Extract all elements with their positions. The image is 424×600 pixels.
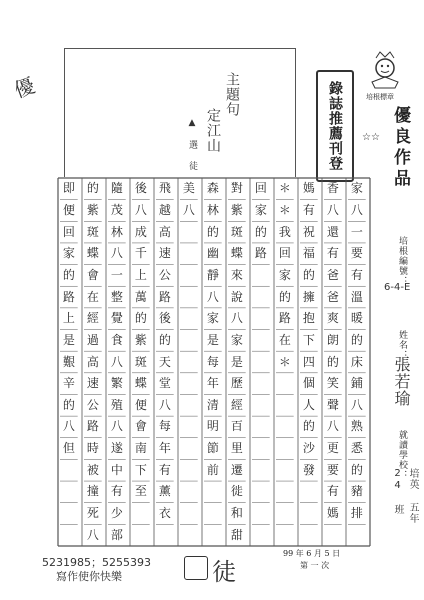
manuscript-char: 南 xyxy=(134,441,147,456)
manuscript-char: 速 xyxy=(158,246,171,261)
manuscript-char: 紫 xyxy=(86,202,99,217)
manuscript-char: 的 xyxy=(350,332,363,347)
manuscript-char: 的 xyxy=(302,419,315,434)
manuscript-char: 被 xyxy=(86,462,99,477)
manuscript-char: 家 xyxy=(350,181,363,196)
manuscript-char: 發 xyxy=(302,462,315,477)
manuscript-char: 排 xyxy=(350,506,363,521)
manuscript-char: 後 xyxy=(134,181,147,196)
manuscript-char: 個 xyxy=(302,376,315,391)
footer-phone: 5231985；5255393 xyxy=(42,556,151,569)
manuscript-char: 紫 xyxy=(230,202,243,217)
manuscript-char: 回 xyxy=(62,224,75,239)
manuscript-char: 遷 xyxy=(230,462,243,477)
manuscript-char: 清 xyxy=(206,397,219,412)
manuscript-char: 路 xyxy=(158,289,171,304)
corner-mark: 優 xyxy=(11,73,39,103)
manuscript-char: 死 xyxy=(86,506,99,521)
manuscript-char: 的 xyxy=(278,289,291,304)
manuscript-char: 千 xyxy=(134,246,147,261)
manuscript-char: 八 xyxy=(110,246,123,261)
manuscript-char: 爸 xyxy=(326,267,339,282)
manuscript-char: 甜 xyxy=(230,527,243,542)
manuscript-char: 上 xyxy=(134,267,147,282)
manuscript-char: 公 xyxy=(158,267,171,282)
manuscript-char: 抱 xyxy=(302,311,315,326)
manuscript-char: 我 xyxy=(278,224,291,239)
manuscript-char: 八 xyxy=(350,202,363,217)
manuscript-char: 路 xyxy=(254,246,267,261)
manuscript-char: 在 xyxy=(86,289,99,304)
manuscript-char: ＊ xyxy=(278,354,291,369)
manuscript-char: 年 xyxy=(158,441,171,456)
manuscript-char: 路 xyxy=(62,289,75,304)
manuscript-char: 八 xyxy=(206,289,219,304)
manuscript-char: 鋪 xyxy=(350,376,363,391)
manuscript-char: 節 xyxy=(206,441,219,456)
manuscript-char: 熟 xyxy=(350,419,363,434)
manuscript-char: 蝶 xyxy=(230,246,243,261)
manuscript-char: 少 xyxy=(110,506,123,521)
manuscript-char: 是 xyxy=(62,332,75,347)
recommend-stamp: 錄誌推薦刊登 xyxy=(316,70,354,182)
manuscript-char: 年 xyxy=(206,376,219,391)
manuscript-char: 香 xyxy=(326,181,339,196)
manuscript-char: 萬 xyxy=(134,289,147,304)
manuscript-char: 有 xyxy=(302,202,315,217)
manuscript-char: 悉 xyxy=(350,441,363,456)
manuscript-char: 有 xyxy=(326,484,339,499)
manuscript-char: 時 xyxy=(86,441,99,456)
manuscript-char: 越 xyxy=(158,202,171,217)
manuscript-char: 家 xyxy=(278,267,291,282)
manuscript-char: 便 xyxy=(62,202,75,217)
manuscript-char: 是 xyxy=(230,354,243,369)
manuscript-char: 在 xyxy=(278,332,291,347)
manuscript-char: 說 xyxy=(230,289,243,304)
manuscript-char: 經 xyxy=(230,397,243,412)
manuscript-char: 的 xyxy=(158,332,171,347)
manuscript-char: 路 xyxy=(86,419,99,434)
manuscript-char: 爽 xyxy=(326,311,339,326)
manuscript-char: 的 xyxy=(326,354,339,369)
comment-line: 句 xyxy=(224,102,240,117)
manuscript-char: 的 xyxy=(134,311,147,326)
manuscript-char: 林 xyxy=(206,202,219,217)
manuscript-char: 茂 xyxy=(110,202,123,217)
manuscript-char: 八 xyxy=(110,354,123,369)
manuscript-char: 斑 xyxy=(86,224,99,239)
name-value: 張若瑜 xyxy=(392,356,411,407)
school-value: 培英 五年 24 班 xyxy=(392,468,418,524)
comment-note: ▲ 選 徒 xyxy=(187,118,197,171)
manuscript-char: 明 xyxy=(206,419,219,434)
manuscript-char: 八 xyxy=(326,419,339,434)
number-value: 6-4-E xyxy=(384,282,411,293)
signature-box xyxy=(184,556,208,580)
manuscript-char: 有 xyxy=(326,246,339,261)
manuscript-char: 的 xyxy=(86,181,99,196)
manuscript-char: 繁 xyxy=(110,376,123,391)
manuscript-char: 八 xyxy=(158,397,171,412)
manuscript-char: 便 xyxy=(134,397,147,412)
footer-date: 99 年 6 月 5 日 xyxy=(283,549,341,558)
manuscript-char: 聲 xyxy=(326,397,339,412)
manuscript-char: 會 xyxy=(134,419,147,434)
manuscript-char: 八 xyxy=(182,202,195,217)
comment-line: 題 xyxy=(224,87,240,102)
manuscript-char: 前 xyxy=(206,462,219,477)
manuscript-char: 上 xyxy=(62,311,75,326)
manuscript-char: 有 xyxy=(350,267,363,282)
manuscript-char: 里 xyxy=(230,441,243,456)
manuscript-char: 美 xyxy=(182,181,195,196)
manuscript-char: 回 xyxy=(278,246,291,261)
manuscript-char: 路 xyxy=(278,311,291,326)
manuscript-char: 要 xyxy=(326,462,339,477)
manuscript-char: 經 xyxy=(86,311,99,326)
manuscript-char: 蝶 xyxy=(86,246,99,261)
manuscript-char: 紫 xyxy=(134,332,147,347)
manuscript-char: 歷 xyxy=(230,376,243,391)
school-label: 就讀學校： xyxy=(397,430,407,480)
manuscript-char: 辛 xyxy=(62,376,75,391)
footer-slogan: 寫作使你快樂 xyxy=(56,570,122,583)
manuscript-char: 床 xyxy=(350,354,363,369)
manuscript-char: 的 xyxy=(350,462,363,477)
manuscript-char: 中 xyxy=(110,462,123,477)
manuscript-char: 撞 xyxy=(86,484,99,499)
manuscript-char: 斑 xyxy=(134,354,147,369)
manuscript-char: 溫 xyxy=(350,289,363,304)
manuscript-char: ＊ xyxy=(278,181,291,196)
manuscript-char: 暖 xyxy=(350,311,363,326)
manuscript-char: 但 xyxy=(62,441,75,456)
manuscript-char: 的 xyxy=(302,267,315,282)
manuscript-char: 八 xyxy=(86,527,99,542)
manuscript-char: 徙 xyxy=(230,484,243,499)
manuscript-char: 森 xyxy=(206,181,219,196)
manuscript-char: 擁 xyxy=(302,289,315,304)
manuscript-char: 八 xyxy=(350,397,363,412)
manuscript-char: 四 xyxy=(302,354,315,369)
manuscript-char: 會 xyxy=(86,267,99,282)
manuscript-char: 覺 xyxy=(110,311,123,326)
manuscript-char: 一 xyxy=(350,224,363,239)
manuscript-char: 遂 xyxy=(110,441,123,456)
manuscript-char: 殖 xyxy=(110,397,123,412)
award-title: 優良作品 xyxy=(390,106,410,190)
manuscript-char: 薰 xyxy=(158,484,171,499)
manuscript-char: 八 xyxy=(230,311,243,326)
manuscript-char: 八 xyxy=(326,202,339,217)
manuscript-char: 飛 xyxy=(158,181,171,196)
manuscript-char: 高 xyxy=(158,224,171,239)
manuscript-char: 媽 xyxy=(302,181,315,196)
manuscript-char: 公 xyxy=(86,397,99,412)
manuscript-char: 的 xyxy=(254,224,267,239)
manuscript-char: 蝶 xyxy=(134,376,147,391)
award-stars: ☆☆ xyxy=(362,132,380,143)
manuscript-char: 家 xyxy=(62,246,75,261)
manuscript-char: 的 xyxy=(206,224,219,239)
comment-line: 江 xyxy=(205,123,221,138)
manuscript-char: 祝 xyxy=(302,224,315,239)
manuscript-char: 和 xyxy=(230,506,243,521)
manuscript-char: 有 xyxy=(110,484,123,499)
manuscript-char: 速 xyxy=(86,376,99,391)
manuscript-char: 家 xyxy=(230,332,243,347)
manuscript-char: 下 xyxy=(134,462,147,477)
manuscript-char: 八 xyxy=(62,419,75,434)
manuscript-char: 要 xyxy=(350,246,363,261)
manuscript-char: ＊ xyxy=(278,202,291,217)
manuscript-char: 食 xyxy=(110,332,123,347)
manuscript-char: 過 xyxy=(86,332,99,347)
manuscript-char: 八 xyxy=(110,419,123,434)
manuscript-char: 來 xyxy=(230,267,243,282)
comment-line: 山 xyxy=(205,138,221,153)
manuscript-char: 更 xyxy=(326,441,339,456)
manuscript-char: 豬 xyxy=(350,484,363,499)
manuscript-char: 八 xyxy=(134,202,147,217)
manuscript-char: 下 xyxy=(302,332,315,347)
manuscript-char: 整 xyxy=(110,289,123,304)
manuscript-char: 媽 xyxy=(326,506,339,521)
manuscript-char: 有 xyxy=(158,462,171,477)
footer-seq: 第 一 次 xyxy=(300,561,330,570)
manuscript-char: 爸 xyxy=(326,289,339,304)
manuscript-char: 一 xyxy=(110,267,123,282)
manuscript-char: 即 xyxy=(62,181,75,196)
manuscript-char: 的 xyxy=(62,267,75,282)
signature: 徒 xyxy=(212,558,236,586)
manuscript-char: 高 xyxy=(86,354,99,369)
manuscript-char: 回 xyxy=(254,181,267,196)
manuscript-char: 艱 xyxy=(62,354,75,369)
manuscript-char: 笑 xyxy=(326,376,339,391)
manuscript-char: 家 xyxy=(254,202,267,217)
manuscript-char: 至 xyxy=(134,484,147,499)
manuscript-char: 林 xyxy=(110,224,123,239)
manuscript-char: 朗 xyxy=(326,332,339,347)
manuscript-char: 每 xyxy=(158,419,171,434)
manuscript-char: 後 xyxy=(158,311,171,326)
manuscript-char: 人 xyxy=(302,397,315,412)
manuscript-char: 福 xyxy=(302,246,315,261)
manuscript-char: 對 xyxy=(230,181,243,196)
manuscript-char: 幽 xyxy=(206,246,219,261)
manuscript-char: 的 xyxy=(62,397,75,412)
manuscript-char: 還 xyxy=(326,224,339,239)
manuscript-char: 沙 xyxy=(302,441,315,456)
manuscript-char: 成 xyxy=(134,224,147,239)
comment-line: 主 xyxy=(224,72,240,87)
manuscript-char: 衣 xyxy=(158,506,171,521)
manuscript-char: 天 xyxy=(158,354,171,369)
manuscript-char: 堂 xyxy=(158,376,171,391)
manuscript-char: 百 xyxy=(230,419,243,434)
manuscript-char: 家 xyxy=(206,311,219,326)
manuscript-char: 部 xyxy=(110,527,123,542)
manuscript-char: 靜 xyxy=(206,267,219,282)
manuscript-char: 斑 xyxy=(230,224,243,239)
logo-caption: 培根標章 xyxy=(366,93,394,101)
comment-line: 定 xyxy=(205,108,221,123)
manuscript-char: 隨 xyxy=(110,181,123,196)
number-label: 培根編號： xyxy=(397,236,407,286)
name-label: 姓名： xyxy=(397,330,407,360)
manuscript-char: 是 xyxy=(206,332,219,347)
manuscript-char: 每 xyxy=(206,354,219,369)
